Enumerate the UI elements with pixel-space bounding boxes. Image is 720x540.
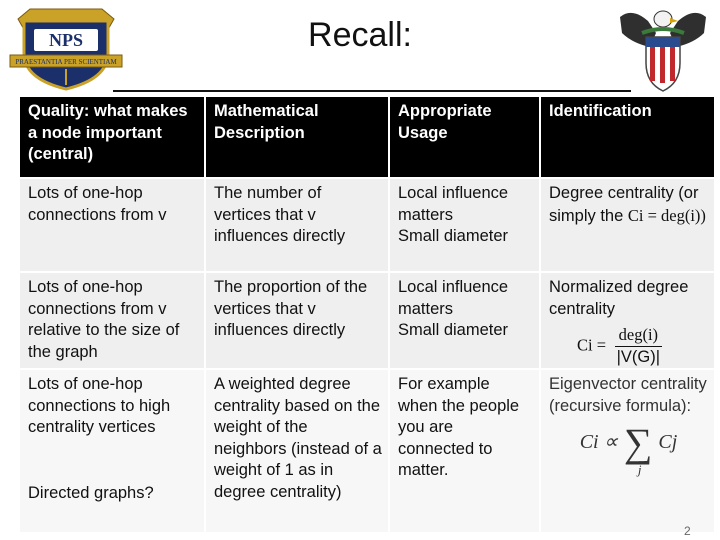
table-row (19, 369, 715, 533)
header-identification: Identification (540, 96, 715, 178)
recall-table (18, 95, 716, 534)
identification-text: Degree centrality (or simply the (549, 184, 699, 225)
cell-usage (389, 272, 540, 369)
identification-text: Normalized degree centrality (549, 278, 689, 318)
header-quality: Quality: what makes a node important (central) (19, 96, 205, 178)
cell-description: The number of vertices that v influences directly (205, 178, 389, 272)
cell-identification (540, 272, 715, 369)
formula-rhs: Cj (658, 431, 678, 454)
normalized-degree-formula (549, 324, 708, 368)
nps-logo-text: NPS (48, 30, 84, 50)
table-header-row (19, 96, 715, 178)
sum-symbol (623, 420, 653, 477)
cell-description: A weighted degree centrality based on the weight of the neighbors (instead of a weight of 1 as in degree centrality) (205, 369, 389, 533)
usage-line: Small diameter (398, 321, 509, 339)
quality-text: Lots of one-hop connections to high centrality vertices (28, 375, 171, 436)
header-description: Mathematical Description (205, 96, 389, 178)
table-row (19, 272, 715, 369)
cell-quality (19, 369, 205, 533)
identification-text: Eigenvector centrality (recursive formula): (549, 375, 707, 415)
eigenvector-formula (549, 420, 708, 477)
quality-extra: Directed graphs? (28, 483, 154, 502)
usage-line: Local influence matters (398, 278, 509, 318)
cell-usage (389, 178, 540, 272)
usage-line: Small diameter (398, 227, 509, 245)
formula-fraction (615, 324, 662, 368)
nps-logo-banner: PRAESTANTIA PER SCIENTIAM (15, 58, 117, 66)
formula-lhs: Ci = (577, 335, 607, 355)
formula-lhs: Ci ∝ (579, 431, 618, 454)
sum-index: j (637, 462, 642, 477)
title-underline (113, 90, 631, 92)
cell-identification (540, 369, 715, 533)
cell-identification (540, 178, 715, 272)
sum-glyph: ∑ (623, 420, 653, 465)
cell-quality: Lots of one-hop connections from v (19, 178, 205, 272)
header-usage: Appropriate Usage (389, 96, 540, 178)
degree-formula: Ci = deg(i)) (627, 205, 706, 225)
table-row (19, 178, 715, 272)
cell-description: The proportion of the vertices that v influences directly (205, 272, 389, 369)
formula-numerator: deg(i) (615, 324, 662, 347)
usage-line: Local influence matters (398, 184, 509, 224)
page-title: Recall: (308, 16, 412, 54)
page-number: 2 (684, 524, 691, 538)
cell-usage: For example when the people you are connected to matter. (389, 369, 540, 533)
cell-quality: Lots of one-hop connections from v relative to the size of the graph (19, 272, 205, 369)
formula-denominator: |V(G)| (616, 347, 661, 366)
